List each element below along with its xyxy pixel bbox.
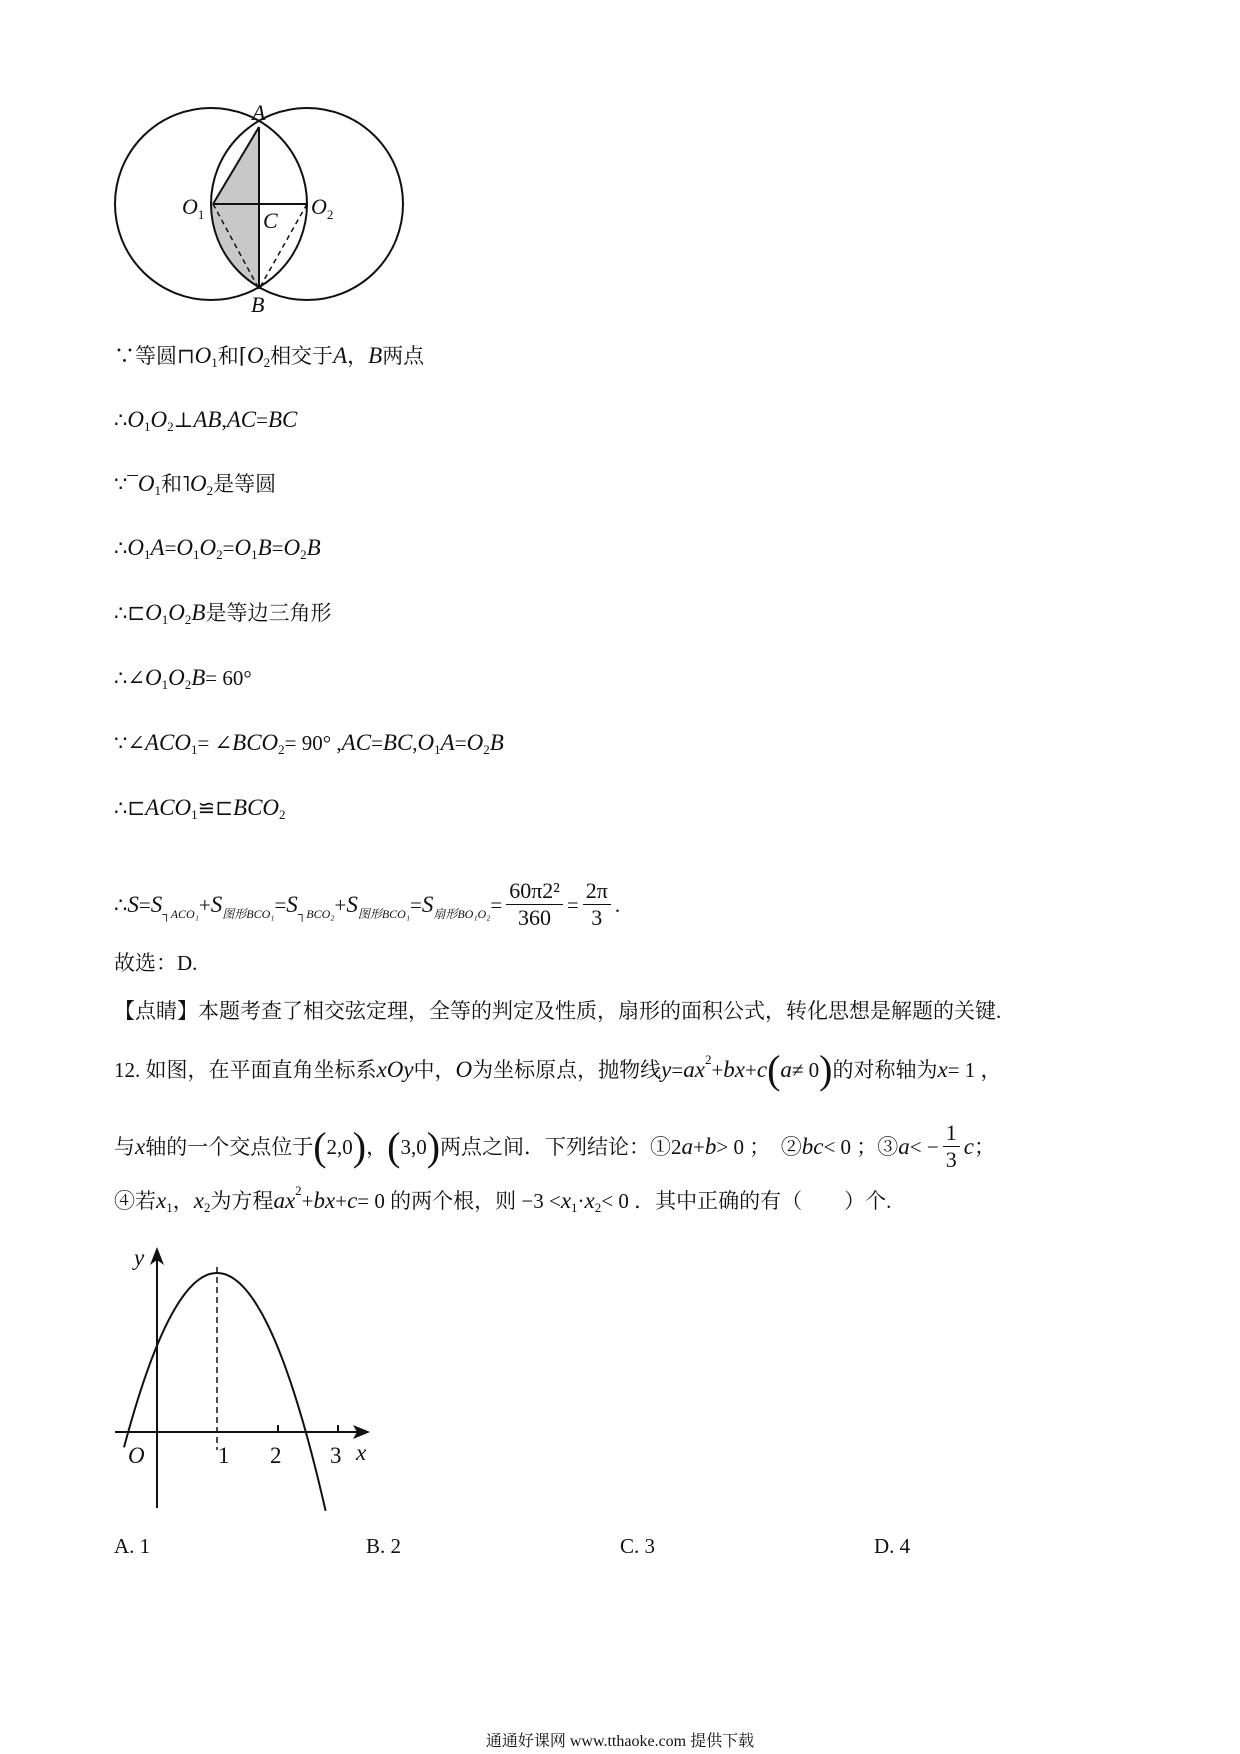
math-symbol: c — [756, 1057, 768, 1082]
solution-line — [114, 470, 276, 498]
text-segment: 是等边三角形 — [205, 601, 332, 625]
parabola-graph — [0, 1235, 420, 1515]
math-parenthesis: ) — [819, 1047, 833, 1092]
text-segment: ∴⊏ — [114, 601, 146, 625]
text-segment: ∵∠ — [114, 731, 145, 755]
math-symbol: O — [234, 535, 252, 560]
math-subscript: 图形BCO₁ — [357, 906, 410, 921]
math-subscript: ┐ACO₁ — [162, 906, 199, 921]
math-symbol: a — [780, 1057, 792, 1082]
solution-line — [114, 599, 331, 627]
x-axis-label: x — [356, 1440, 367, 1465]
answer-line: 故选：D. — [114, 951, 198, 975]
math-subscript: 2 — [263, 355, 271, 370]
text-segment: ∵¯ — [114, 472, 138, 496]
math-subscript: ┐BCO₂ — [297, 906, 335, 921]
option-b: B. 2 — [366, 1534, 402, 1558]
math-superscript: 2 — [704, 1052, 712, 1067]
math-subscript: 图形BCO₁ — [222, 906, 275, 921]
math-symbol: S — [421, 891, 434, 917]
tick-label-1: 1 — [218, 1443, 230, 1468]
math-subscript: 1 — [191, 807, 198, 822]
text-segment: · — [577, 1189, 585, 1213]
text-segment: < − — [909, 1134, 939, 1159]
math-symbol: bc — [801, 1133, 824, 1159]
math-symbol: AB — [193, 407, 222, 432]
math-superscript: 2 — [295, 1183, 302, 1198]
y-axis-label: y — [134, 1245, 145, 1270]
option-d: D. 4 — [874, 1534, 911, 1558]
math-subscript: 1 — [154, 483, 161, 498]
text-segment: ∴ — [114, 536, 128, 560]
text-segment: = — [271, 536, 284, 560]
math-symbol: S — [346, 891, 358, 917]
text-segment: ∴ — [114, 892, 128, 917]
math-subscript: 扇形BO₁O₂ — [433, 906, 491, 921]
fraction-numerator: 2π — [583, 878, 611, 905]
math-symbol: AC — [341, 730, 372, 755]
math-subscript: 1 — [190, 742, 198, 757]
math-symbol: ax — [683, 1057, 705, 1082]
math-symbol: x — [193, 1188, 204, 1213]
math-symbol: O — [176, 535, 194, 560]
text-segment: = ∠ — [197, 731, 233, 755]
text-segment: = — [566, 892, 579, 917]
math-symbol: O — [145, 600, 162, 625]
math-parenthesis: ( — [313, 1123, 327, 1169]
math-symbol: ax — [273, 1188, 296, 1213]
text-segment: = — [371, 731, 383, 755]
text-segment: ； — [973, 1134, 995, 1159]
math-symbol: x — [584, 1188, 595, 1213]
math-fraction — [943, 1120, 960, 1173]
text-segment: = — [274, 892, 287, 917]
label-a: A — [252, 100, 266, 125]
math-symbol: B — [257, 535, 272, 560]
math-symbol: ACO — [145, 795, 192, 820]
text-segment: , — [221, 408, 227, 432]
text-segment: = 0 的两个根，则 −3 < — [357, 1189, 561, 1213]
text-segment: + — [334, 892, 347, 917]
math-symbol: A — [150, 535, 165, 560]
math-symbol: O — [194, 343, 212, 368]
fraction-denominator: 3 — [591, 905, 603, 930]
math-subscript: 2 — [278, 742, 285, 757]
text-segment: 为方程 — [210, 1189, 274, 1213]
math-symbol: O — [144, 665, 162, 690]
math-subscript: 1 — [161, 612, 169, 627]
text-segment: 是等圆 — [213, 472, 277, 496]
math-symbol: xOy — [376, 1057, 414, 1082]
math-symbol: O — [168, 665, 185, 690]
text-segment: + — [711, 1058, 724, 1082]
label-c: C — [263, 208, 278, 233]
text-segment: + — [693, 1134, 705, 1159]
text-segment: 与 — [114, 1134, 135, 1159]
math-subscript: 1 — [211, 355, 218, 370]
question-12-line-3 — [114, 1183, 892, 1215]
math-symbol: O — [417, 730, 435, 755]
solution-line — [114, 664, 252, 692]
math-subscript: 1 — [144, 547, 151, 562]
tick-label-2: 2 — [270, 1443, 282, 1468]
fraction-numerator: 60π2² — [506, 878, 563, 905]
math-subscript: 1 — [144, 419, 151, 434]
text-segment: 为坐标原点，抛物线 — [472, 1058, 662, 1082]
text-segment: ∴∠ — [114, 666, 145, 690]
math-symbol: A — [440, 730, 455, 755]
math-subscript: 2 — [279, 807, 286, 822]
math-subscript: 2 — [184, 612, 192, 627]
origin-label: O — [128, 1443, 145, 1468]
math-symbol: O — [137, 471, 155, 496]
solution-line — [114, 794, 286, 822]
text-segment: . — [614, 892, 621, 917]
math-symbol: O — [127, 535, 144, 560]
math-symbol: BC — [267, 407, 298, 432]
text-segment: = 60° — [205, 666, 252, 690]
math-symbol: B — [191, 600, 206, 625]
math-symbol: B — [368, 343, 383, 368]
math-symbol: y — [661, 1057, 672, 1082]
parabola-curve — [124, 1273, 326, 1511]
math-symbol: B — [489, 730, 504, 755]
text-segment: = — [490, 892, 503, 917]
math-subscript: 2 — [483, 742, 490, 757]
math-symbol: x — [560, 1188, 572, 1213]
math-symbol: O — [199, 535, 217, 560]
math-parenthesis: ) — [426, 1123, 441, 1169]
text-segment: ， — [366, 1134, 388, 1159]
math-parenthesis: ) — [352, 1123, 367, 1169]
text-segment: 和˥ — [161, 472, 191, 496]
fraction-numerator: 1 — [943, 1120, 960, 1147]
math-symbol: B — [306, 535, 321, 560]
text-segment: = 90° , — [284, 731, 342, 755]
math-subscript: 2 — [184, 677, 192, 692]
text-segment: 2,0 — [326, 1134, 353, 1159]
math-fraction — [506, 878, 563, 931]
text-segment: + — [198, 892, 211, 917]
text-segment: ∴⊏ — [114, 796, 146, 820]
math-symbol: S — [127, 891, 139, 917]
text-segment: 轴的一个交点位于 — [145, 1134, 314, 1159]
math-symbol: S — [210, 891, 223, 917]
text-segment: 3,0 — [400, 1134, 427, 1159]
text-segment: ≠ 0 — [791, 1058, 820, 1082]
math-subscript: 2 — [300, 547, 307, 562]
two-circles-figure — [0, 0, 420, 320]
math-symbol: x — [135, 1133, 146, 1159]
label-o2: $O_2$ — [311, 194, 334, 222]
text-segment: > 0 ； ② — [716, 1134, 802, 1159]
tick-label-3: 3 — [330, 1443, 342, 1468]
math-subscript: 1 — [251, 547, 258, 562]
math-subscript: 1 — [161, 677, 169, 692]
solution-line — [114, 342, 424, 370]
solution-line — [114, 534, 321, 562]
math-symbol: a — [681, 1133, 694, 1159]
math-symbol: ACO — [144, 730, 191, 755]
math-symbol: B — [191, 665, 206, 690]
math-subscript: 2 — [203, 1200, 211, 1215]
option-c: C. 3 — [620, 1534, 656, 1558]
math-symbol: a — [898, 1133, 910, 1159]
text-segment: ， — [172, 1189, 194, 1213]
comment-line: 【点睛】本题考查了相交弦定理，全等的判定及性质，扇形的面积公式，转化思想是解题的关键. — [114, 999, 1002, 1023]
text-segment: ∵等圆⊓ — [114, 344, 195, 368]
text-segment: < 0 ．其中正确的有（ ）个. — [601, 1189, 892, 1213]
text-segment: + — [301, 1189, 314, 1213]
math-symbol: S — [150, 891, 163, 917]
math-symbol: A — [333, 343, 348, 368]
solution-line — [114, 729, 504, 757]
text-segment: < 0 ；③ — [823, 1134, 899, 1159]
text-segment: ⊥ — [173, 408, 194, 432]
text-segment: 两点 — [382, 344, 425, 368]
text-segment: = — [671, 1058, 684, 1082]
text-segment: 12. 如图，在平面直角坐标系 — [114, 1058, 377, 1082]
math-symbol: O — [466, 730, 484, 755]
math-subscript: 1 — [571, 1200, 578, 1215]
label-b: B — [251, 292, 265, 317]
option-a: A. 1 — [114, 1534, 151, 1558]
solution-line — [114, 406, 297, 434]
text-segment: 相交于 — [270, 344, 334, 368]
text-segment: 和⌈ — [217, 344, 247, 368]
math-symbol: b — [704, 1133, 717, 1159]
text-segment: = — [410, 892, 422, 917]
text-segment: , — [412, 731, 418, 755]
math-symbol: AC — [226, 407, 257, 432]
text-segment: 两点之间．下列结论：①2 — [440, 1134, 682, 1159]
math-symbol: c — [347, 1188, 358, 1213]
math-symbol: bx — [313, 1188, 336, 1213]
math-subscript: 1 — [166, 1200, 173, 1215]
math-symbol: O — [127, 407, 144, 432]
math-parenthesis: ( — [767, 1047, 781, 1092]
math-symbol: bx — [723, 1057, 745, 1082]
text-segment: ∴ — [114, 408, 128, 432]
text-segment: 的对称轴为 — [832, 1058, 938, 1082]
text-segment: = — [454, 731, 467, 755]
math-symbol: BC — [382, 730, 413, 755]
question-12-line-1 — [114, 1047, 1002, 1092]
text-segment: ≌⊏ — [197, 796, 234, 820]
text-segment: = 1 ， — [947, 1058, 1002, 1082]
text-segment: + — [745, 1058, 757, 1082]
math-symbol: O — [455, 1057, 473, 1082]
math-symbol: x — [937, 1057, 948, 1082]
text-segment: 中， — [413, 1058, 456, 1082]
fraction-denominator: 360 — [518, 905, 552, 930]
math-symbol: O — [190, 471, 207, 496]
text-segment: ④若 — [114, 1189, 156, 1213]
math-symbol: S — [286, 891, 298, 917]
text-segment: = — [164, 536, 177, 560]
math-parenthesis: ( — [387, 1123, 401, 1169]
label-o1: $O_1$ — [182, 194, 205, 222]
question-12-line-2 — [114, 1120, 995, 1173]
math-subscript: 1 — [193, 547, 200, 562]
text-segment: = — [138, 892, 151, 917]
math-symbol: O — [168, 600, 185, 625]
text-segment: = — [256, 408, 268, 432]
text-segment: = — [222, 536, 235, 560]
math-symbol: O — [150, 407, 168, 432]
math-symbol: c — [963, 1133, 974, 1159]
text-segment: ， — [347, 344, 369, 368]
footer-source: 通通好课网 www.tthaoke.com 提供下载 — [485, 1733, 755, 1750]
math-subscript: 1 — [434, 742, 441, 757]
math-subscript: 2 — [594, 1200, 602, 1215]
math-symbol: BCO — [232, 730, 279, 755]
math-symbol: O — [246, 343, 264, 368]
math-fraction — [583, 878, 611, 931]
fraction-denominator: 3 — [945, 1147, 957, 1172]
math-subscript: 2 — [216, 547, 223, 562]
math-subscript: 2 — [167, 419, 174, 434]
text-segment: + — [335, 1189, 348, 1213]
math-symbol: x — [156, 1188, 167, 1213]
area-formula-line — [114, 878, 620, 931]
math-symbol: O — [283, 535, 301, 560]
math-subscript: 2 — [206, 483, 214, 498]
math-symbol: BCO — [233, 795, 280, 820]
